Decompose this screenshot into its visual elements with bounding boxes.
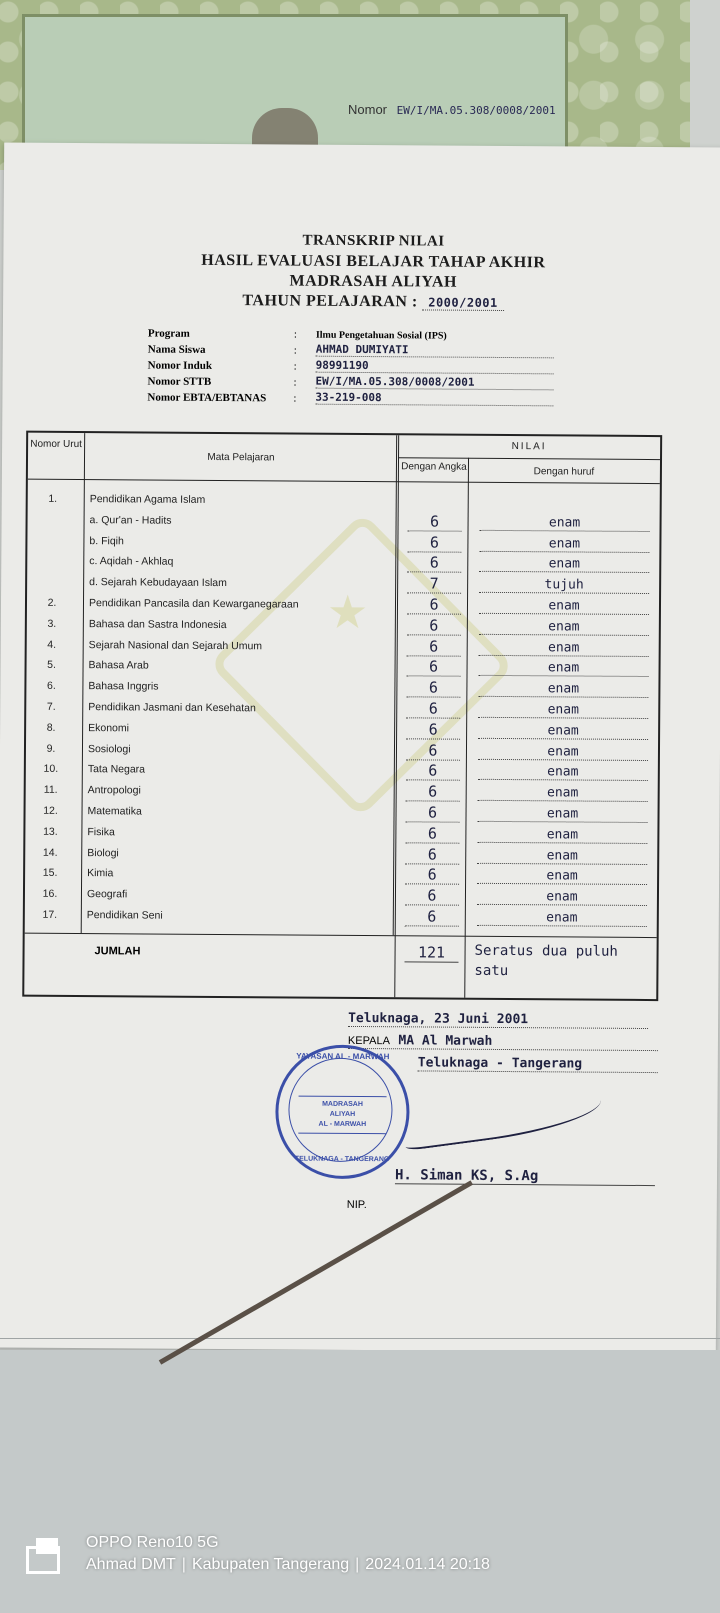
row-angka: 6 (407, 533, 461, 552)
info-label: Nomor EBTA/EBTANAS (147, 391, 267, 405)
row-angka: 6 (406, 699, 460, 718)
info-row: Program : Ilmu Pengetahuan Sosial (IPS) (148, 324, 554, 343)
row-huruf: enam (477, 847, 647, 864)
info-value: 98991190 (316, 359, 554, 375)
row-number: 3. (47, 617, 57, 630)
row-angka: 6 (407, 616, 461, 635)
header-dengan-huruf: Dengan huruf (533, 466, 595, 478)
row-huruf: enam (478, 681, 648, 698)
header-nomor-urut: Nomor Urut (30, 438, 82, 451)
row-huruf: enam (478, 785, 648, 802)
stamp-mid-1: MADRASAH (322, 1100, 363, 1109)
kepala-label: KEPALA (347, 1034, 390, 1048)
nip-label: NIP. (346, 1198, 367, 1212)
row-angka: 7 (407, 575, 461, 594)
row-angka: 6 (407, 595, 461, 614)
row-subject: Bahasa Arab (88, 659, 149, 672)
row-huruf: enam (479, 639, 649, 656)
row-number: 13. (43, 825, 58, 838)
info-row: Nomor EBTA/EBTANAS : 33-219-008 (147, 388, 553, 407)
info-label: Program (147, 327, 190, 340)
certificate-nomor-label: Nomor (348, 102, 388, 117)
row-number: 6. (46, 680, 56, 693)
signatory-name: H. Siman KS, S.Ag (395, 1167, 655, 1186)
row-subject: c. Aqidah - Akhlaq (89, 555, 174, 569)
row-subject: Sosiologi (87, 742, 131, 755)
row-subject: Ekonomi (88, 721, 130, 735)
row-angka: 6 (405, 803, 459, 822)
jumlah-label: JUMLAH (94, 945, 141, 958)
camera-logo-icon (24, 1538, 58, 1572)
row-subject: Bahasa Inggris (88, 680, 159, 693)
row-angka: 6 (405, 887, 459, 906)
row-subject: Matematika (87, 805, 142, 818)
stamp-bottom-text: TELUKNAGA - TANGERANG (294, 1155, 390, 1164)
row-subject: Pendidikan Seni (86, 909, 163, 922)
watermark-datetime: 2024.01.14 20:18 (365, 1556, 490, 1573)
info-row: Nomor STTB : EW/I/MA.05.308/0008/2001 (148, 372, 554, 391)
row-angka: 6 (405, 907, 459, 926)
row-number: 2. (47, 596, 57, 609)
row-number: 5. (47, 659, 56, 672)
row-huruf: enam (477, 806, 647, 823)
info-row: Nomor Induk : 98991190 (148, 356, 554, 375)
row-angka: 6 (407, 637, 461, 656)
title-line-4 (143, 291, 603, 312)
row-huruf: enam (478, 764, 648, 781)
title-line-3: MADRASAH ALIYAH (289, 272, 457, 291)
info-value: 33-219-008 (315, 391, 553, 407)
row-number: 14. (42, 846, 58, 859)
row-huruf: enam (479, 535, 649, 552)
row-huruf: enam (479, 598, 649, 615)
row-huruf: enam (478, 702, 648, 719)
student-info (147, 324, 554, 407)
title-line-1: TRANSKRIP NILAI (302, 232, 445, 250)
row-subject: Sejarah Nasional dan Sejarah Umum (88, 638, 263, 652)
row-angka: 6 (405, 866, 459, 885)
row-subject: Bahasa dan Sastra Indonesia (88, 617, 227, 631)
row-angka: 6 (406, 741, 460, 760)
school-stamp (275, 1044, 410, 1179)
handwritten-signature (401, 1083, 605, 1151)
jumlah-angka: 121 (405, 943, 459, 962)
row-subject: Kimia (87, 867, 114, 880)
signature-place-date: Teluknaga, 23 Juni 2001 (348, 1011, 648, 1029)
row-subject: Pendidikan Agama Islam (89, 493, 206, 506)
info-value: Ilmu Pengetahuan Sosial (IPS) (315, 329, 447, 342)
row-angka: 6 (405, 824, 459, 843)
row-huruf: enam (478, 743, 648, 760)
row-angka: 6 (407, 554, 461, 573)
row-huruf: enam (478, 723, 648, 740)
row-angka: 6 (406, 658, 460, 677)
row-number: 15. (42, 867, 58, 880)
title-line-2: HASIL EVALUASI BELAJAR TAHAP AKHIR (201, 251, 546, 272)
jumlah-huruf: Seratus dua puluh satu (474, 942, 618, 980)
watermark-user: Ahmad DMT (86, 1556, 176, 1573)
stamp-top-text: YAYASAN AL - MARWAH (296, 1051, 390, 1062)
row-huruf: enam (477, 868, 647, 885)
row-angka: 6 (405, 845, 459, 864)
row-huruf: enam (477, 889, 647, 906)
header-mata-pelajaran: Mata Pelajaran (207, 451, 275, 464)
grades-table (22, 431, 662, 1001)
row-subject: Pendidikan Pancasila dan Kewarganegaraan (88, 597, 299, 611)
stamp-mid-3: AL - MARWAH (318, 1120, 367, 1129)
row-huruf: tujuh (479, 577, 649, 594)
kepala-value: MA Al Marwah (398, 1033, 493, 1049)
row-number: 1. (48, 492, 58, 505)
row-huruf: enam (477, 827, 647, 844)
info-label: Nomor STTB (147, 375, 212, 388)
info-label: Nomor Induk (147, 359, 212, 372)
row-number: 4. (47, 638, 57, 651)
info-value: AHMAD DUMIYATI (316, 343, 554, 359)
watermark-location: Kabupaten Tangerang (191, 1556, 350, 1573)
row-subject: d. Sejarah Kebudayaan Islam (89, 576, 227, 590)
row-huruf: enam (477, 910, 647, 927)
row-subject: Tata Negara (87, 763, 146, 776)
certificate-number (348, 102, 556, 117)
row-huruf: enam (479, 556, 649, 573)
stamp-mid-2: ALIYAH (329, 1110, 356, 1118)
info-value: EW/I/MA.05.308/0008/2001 (316, 375, 554, 391)
stamp-middle (298, 1096, 386, 1135)
row-subject: Antropologi (87, 784, 141, 797)
signature-location: Teluknaga - Tangerang (418, 1055, 658, 1073)
row-angka: 6 (406, 783, 460, 802)
row-huruf: enam (479, 619, 649, 636)
row-number: 17. (42, 908, 58, 921)
row-number: 11. (43, 783, 58, 797)
watermark-device: OPPO Reno10 5G (86, 1534, 219, 1551)
row-number: 9. (46, 742, 56, 755)
row-angka: 6 (406, 762, 460, 781)
star-icon: ★ (326, 586, 369, 639)
row-angka: 6 (406, 720, 460, 739)
row-subject: a. Qur'an - Hadits (89, 513, 172, 527)
row-number: 16. (42, 887, 58, 901)
row-huruf: enam (479, 660, 649, 677)
row-number: 12. (43, 804, 58, 817)
row-angka: 6 (408, 512, 462, 531)
header-nilai: NILAI (511, 441, 547, 453)
tahun-pelajaran-value: 2000/2001 (422, 295, 504, 311)
info-label: Nama Siswa (147, 343, 206, 356)
row-subject: Pendidikan Jasmani dan Kesehatan (88, 701, 256, 715)
signature-kepala (348, 1033, 658, 1051)
row-subject: b. Fiqih (89, 534, 124, 547)
row-huruf: enam (480, 515, 650, 532)
row-number: 8. (46, 721, 56, 734)
row-angka: 6 (406, 679, 460, 698)
row-subject: Biologi (87, 846, 119, 859)
tahun-pelajaran-label: TAHUN PELAJARAN : (242, 292, 418, 311)
certificate-nomor-value: EW/I/MA.05.308/0008/2001 (396, 104, 556, 117)
row-number: 7. (46, 700, 56, 713)
row-subject: Geografi (86, 888, 128, 901)
row-subject: Fisika (87, 825, 115, 839)
watermark-meta: Ahmad DMT | Kabupaten Tangerang | 2024.01.14 20:18 (86, 1556, 490, 1573)
info-row: Nama Siswa : AHMAD DUMIYATI (148, 340, 554, 359)
row-number: 10. (43, 763, 59, 776)
header-dengan-angka: Dengan Angka (401, 461, 467, 473)
transcript-paper (0, 143, 720, 1353)
